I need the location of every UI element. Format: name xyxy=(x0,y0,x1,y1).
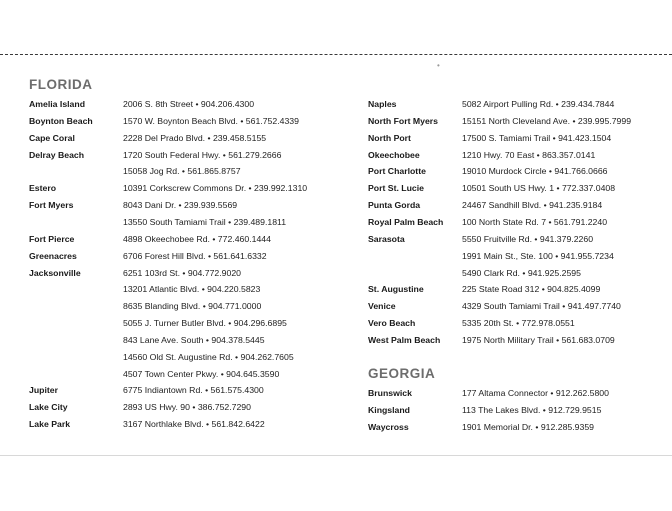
store-row xyxy=(29,97,349,111)
city-name: Cape Coral xyxy=(29,132,75,143)
store-address: 2893 US Hwy. 90 • 386.752.7290 xyxy=(123,402,251,413)
store-row xyxy=(29,400,349,414)
store-row xyxy=(368,114,672,128)
store-address: 15058 Jog Rd. • 561.865.8757 xyxy=(123,166,241,177)
store-address: 177 Altama Connector • 912.262.5800 xyxy=(462,388,609,398)
store-row xyxy=(29,417,349,431)
city-name: Boynton Beach xyxy=(29,115,93,126)
city-name: Naples xyxy=(368,99,397,109)
store-address: 1991 Main St., Ste. 100 • 941.955.7234 xyxy=(462,250,614,261)
city-name: Waycross xyxy=(368,421,409,432)
store-address: 8043 Dani Dr. • 239.939.5569 xyxy=(123,200,238,211)
city-name: Lake Park xyxy=(29,419,71,430)
store-row xyxy=(368,164,672,178)
city-name: Port St. Lucie xyxy=(368,183,424,194)
dashed-top-border xyxy=(0,54,672,55)
store-row xyxy=(368,282,672,296)
store-address: 10501 South US Hwy. 1 • 772.337.0408 xyxy=(462,183,616,194)
store-row xyxy=(368,249,672,263)
store-row xyxy=(29,249,349,263)
city-name: Fort Pierce xyxy=(29,233,75,244)
city-name: Vero Beach xyxy=(368,318,416,329)
store-row xyxy=(29,114,349,128)
store-row xyxy=(368,232,672,246)
store-row xyxy=(368,181,672,195)
store-address: 5490 Clark Rd. • 941.925.2595 xyxy=(462,267,581,278)
city-name: Brunswick xyxy=(368,388,412,398)
store-address: 8635 Blanding Blvd. • 904.771.0000 xyxy=(123,301,262,312)
city-name: Jacksonville xyxy=(29,267,81,278)
store-row xyxy=(368,131,672,145)
store-address: 5082 Airport Pulling Rd. • 239.434.7844 xyxy=(462,99,615,109)
store-row xyxy=(368,198,672,212)
store-row xyxy=(29,232,349,246)
store-row xyxy=(368,316,672,330)
store-row xyxy=(29,198,349,212)
store-row xyxy=(368,420,672,434)
store-address: 10391 Corkscrew Commons Dr. • 239.992.1310 xyxy=(123,183,308,194)
store-row xyxy=(29,215,349,229)
city-name: Venice xyxy=(368,301,396,312)
store-address: 100 North State Rd. 7 • 561.791.2240 xyxy=(462,216,608,227)
store-address: 24467 Sandhill Blvd. • 941.235.9184 xyxy=(462,200,603,211)
store-row xyxy=(29,282,349,296)
store-address: 5335 20th St. • 772.978.0551 xyxy=(462,318,575,329)
city-name: Sarasota xyxy=(368,233,405,244)
store-row xyxy=(368,333,672,347)
store-address: 1570 W. Boynton Beach Blvd. • 561.752.4339 xyxy=(123,115,299,126)
store-row xyxy=(29,131,349,145)
store-address: 6706 Forest Hill Blvd. • 561.641.6332 xyxy=(123,250,267,261)
city-name: Amelia Island xyxy=(29,99,86,109)
store-row xyxy=(29,181,349,195)
store-address: 843 Lane Ave. South • 904.378.5445 xyxy=(123,334,265,345)
store-address: 4898 Okeechobee Rd. • 772.460.1444 xyxy=(123,233,271,244)
city-name: Port Charlotte xyxy=(368,166,426,177)
city-name: North Port xyxy=(368,132,411,143)
city-name: Greenacres xyxy=(29,250,77,261)
store-address: 1901 Memorial Dr. • 912.285.9359 xyxy=(462,421,594,432)
store-row xyxy=(29,350,349,364)
store-address: 13201 Atlantic Blvd. • 904.220.5823 xyxy=(123,284,261,295)
store-row xyxy=(368,97,672,111)
store-row xyxy=(368,299,672,313)
store-row xyxy=(368,266,672,280)
store-address: 1720 South Federal Hwy. • 561.279.2666 xyxy=(123,149,282,160)
store-row xyxy=(29,333,349,347)
store-address: 6775 Indiantown Rd. • 561.575.4300 xyxy=(123,385,264,396)
store-address: 14560 Old St. Augustine Rd. • 904.262.7605 xyxy=(123,351,294,362)
city-name: Kingsland xyxy=(368,404,410,415)
store-address: 3167 Northlake Blvd. • 561.842.6422 xyxy=(123,419,265,430)
store-row xyxy=(29,316,349,330)
city-name: Delray Beach xyxy=(29,149,85,160)
city-name: Fort Myers xyxy=(29,200,74,211)
city-name: Royal Palm Beach xyxy=(368,216,444,227)
city-name: Lake City xyxy=(29,402,68,413)
georgia-heading: GEORGIA xyxy=(368,366,436,381)
city-name: Estero xyxy=(29,183,57,194)
store-row xyxy=(29,148,349,162)
city-name: West Palm Beach xyxy=(368,334,441,345)
store-address: 2228 Del Prado Blvd. • 239.458.5155 xyxy=(123,132,267,143)
store-address: 5055 J. Turner Butler Blvd. • 904.296.6895 xyxy=(123,318,287,329)
store-address: 113 The Lakes Blvd. • 912.729.9515 xyxy=(462,404,602,415)
store-row xyxy=(368,403,672,417)
city-name: North Fort Myers xyxy=(368,115,438,126)
store-address: 1210 Hwy. 70 East • 863.357.0141 xyxy=(462,149,596,160)
store-address: 5550 Fruitville Rd. • 941.379.2260 xyxy=(462,233,594,244)
store-address: 15151 North Cleveland Ave. • 239.995.7999 xyxy=(462,115,632,126)
store-address: 2006 S. 8th Street • 904.206.4300 xyxy=(123,99,255,109)
scan-mark-icon: • xyxy=(437,61,440,70)
store-row xyxy=(368,215,672,229)
store-row xyxy=(29,164,349,178)
florida-heading: FLORIDA xyxy=(29,77,93,92)
store-address: 1975 North Military Trail • 561.683.0709 xyxy=(462,334,615,345)
city-name: Punta Gorda xyxy=(368,200,421,211)
city-name: St. Augustine xyxy=(368,284,424,295)
store-row xyxy=(368,386,672,400)
store-address: 19010 Murdock Circle • 941.766.0666 xyxy=(462,166,608,177)
store-address: 4507 Town Center Pkwy. • 904.645.3590 xyxy=(123,368,280,379)
store-address: 17500 S. Tamiami Trail • 941.423.1504 xyxy=(462,132,612,143)
store-row xyxy=(29,299,349,313)
bottom-margin xyxy=(0,455,672,511)
city-name: Jupiter xyxy=(29,385,58,396)
store-address: 4329 South Tamiami Trail • 941.497.7740 xyxy=(462,301,621,312)
store-address: 13550 South Tamiami Trail • 239.489.1811 xyxy=(123,216,287,227)
store-row xyxy=(29,383,349,397)
store-address: 6251 103rd St. • 904.772.9020 xyxy=(123,267,242,278)
store-address: 225 State Road 312 • 904.825.4099 xyxy=(462,284,601,295)
store-row xyxy=(368,148,672,162)
city-name: Okeechobee xyxy=(368,149,420,160)
store-row xyxy=(29,266,349,280)
store-row xyxy=(29,367,349,381)
